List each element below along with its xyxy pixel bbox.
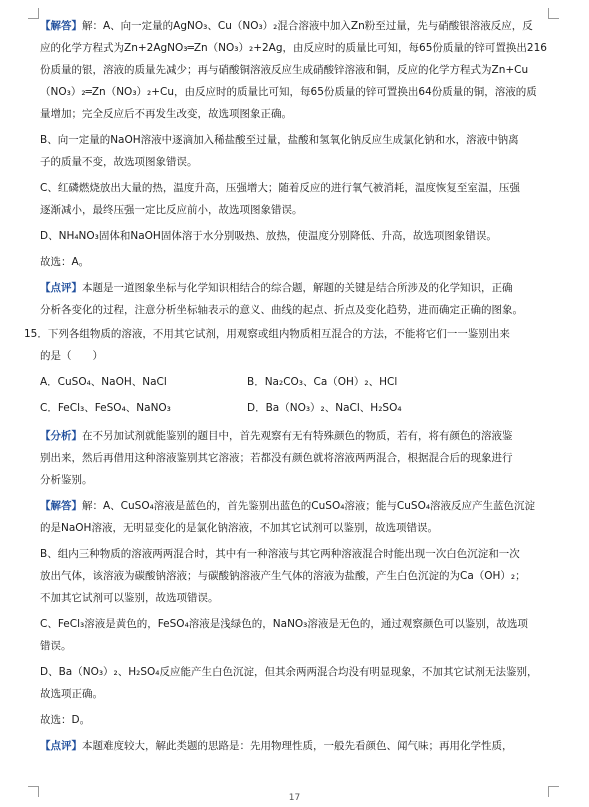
text-line [0,254,589,271]
text-line [0,568,589,585]
line-text: D、NH₄NO₃固体和NaOH固体溶于水分别吸热、放热，使温度分别降低、升高，故选项图象错误。 [40,230,497,242]
text-line [0,40,589,57]
text-line [0,686,589,703]
text-line [0,348,589,365]
text-line [0,616,589,633]
text-line [0,132,589,149]
line-text: D、Ba（NO₃）₂、H₂SO₄反应能产生白色沉淀，但其余两两混合均没有明显现象，不加其它试剂无法鉴别， [40,666,538,678]
line-text: 应的化学方程式为Zn+2AgNO₃═Zn（NO₃）₂+2Ag，由反应时的质量比可知，每65份质量的锌可置换出216 [40,42,547,54]
line-text: 本题是一道图象坐标与化学知识相结合的综合题，解题的关键是结合所涉及的化学知识，正确 [82,282,513,294]
line-text: 逐渐减小，最终压强一定比反应前小，故选项图象错误。 [40,204,303,216]
text-line [0,428,589,445]
line-text: 量增加；完全反应后不再发生改变，故选项图象正确。 [40,108,292,120]
line-text: 在不另加试剂就能鉴别的题目中，首先观察有无有特殊颜色的物质，若有，将有颜色的溶液鉴 [82,430,513,442]
option-text: B．Na₂CO₃、Ca（OH）₂、HCl [247,376,398,388]
page-number: 17 [288,793,301,803]
line-text: C．FeCl₃、FeSO₄、NaNO₃ [40,402,171,414]
line-text: 的是（ ） [40,350,103,362]
text-line [0,520,589,537]
text-line [0,180,589,197]
line-text: C、红磷燃烧放出大量的热，温度升高，压强增大；随着反应的进行氧气被消耗，温度恢复至室温，压强 [40,182,520,194]
line-text: 解：A、CuSO₄溶液是蓝色的，首先鉴别出蓝色的CuSO₄溶液；能与CuSO₄溶液反应产生蓝色沉淀 [82,500,536,512]
line-text: 别出来，然后再借用这种溶液鉴别其它溶液；若都没有颜色就将溶液两两混合，根据混合后的现象进行 [40,452,513,464]
line-text: 故选：A。 [40,256,90,268]
line-text: 不加其它试剂可以鉴别，故选项错误。 [40,592,219,604]
line-text: 15．下列各组物质的溶液，不用其它试剂，用观察或组内物质相互混合的方法，不能将它们一一鉴别出来 [24,328,510,340]
line-text: 的是NaOH溶液，无明显变化的是氯化钠溶液，不加其它试剂可以鉴别，故选项错误。 [40,522,438,534]
text-line [0,202,589,219]
text-line [0,154,589,171]
line-text: 放出气体，该溶液为碳酸钠溶液；与碳酸钠溶液产生气体的溶液为盐酸，产生白色沉淀的为Ca（OH）₂； [40,570,526,582]
text-line [0,590,589,607]
option-text: D．Ba（NO₃）₂、NaCl、H₂SO₄ [247,402,402,414]
text-line [0,374,589,391]
line-text: 分析鉴别。 [40,474,93,486]
section-tag: 【分析】 [40,430,82,442]
text-line [0,738,589,755]
line-text: A．CuSO₄、NaOH、NaCl [40,376,167,388]
line-text: 份质量的银，溶液的质量先减少；再与硝酸铜溶液反应生成硝酸锌溶液和铜，反应的化学方程式为Zn+Cu [40,64,529,76]
text-line [0,62,589,79]
text-line [0,546,589,563]
text-line [0,302,589,319]
text-line [0,400,589,417]
text-line [0,472,589,489]
text-line [0,106,589,123]
text-line [0,326,589,343]
section-tag: 【点评】 [40,740,82,752]
line-text: B、组内三种物质的溶液两两混合时，其中有一种溶液与其它两种溶液混合时能出现一次白色沉淀和一次 [40,548,520,560]
text-line [0,84,589,101]
section-tag: 【点评】 [40,282,82,294]
line-text: 分析各变化的过程，注意分析坐标轴表示的意义、曲线的起点、折点及变化趋势，进而确定正确的图象。 [40,304,523,316]
text-line [0,498,589,515]
section-tag: 【解答】 [40,500,82,512]
text-line [0,18,589,35]
line-text: C、FeCl₃溶液是黄色的，FeSO₄溶液是浅绿色的，NaNO₃溶液是无色的，通过观察颜色可以鉴别，故选项 [40,618,528,630]
line-text: 本题难度较大，解此类题的思路是：先用物理性质，一般先看颜色、闻气味；再用化学性质， [82,740,513,752]
line-text: （NO₃）₂═Zn（NO₃）₂+Cu，由反应时的质量比可知，每65份质量的锌可置换出64份质量的铜，溶液的质 [40,86,537,98]
text-line [0,280,589,297]
section-tag: 【解答】 [40,20,82,32]
line-text: 子的质量不变，故选项图象错误。 [40,156,198,168]
text-line [0,664,589,681]
line-text: B、向一定量的NaOH溶液中逐滴加入稀盐酸至过量，盐酸和氢氧化钠反应生成氯化钠和水，溶液中钠离 [40,134,519,146]
line-text: 错误。 [40,640,72,652]
text-line [0,712,589,729]
text-line [0,638,589,655]
text-line [0,450,589,467]
line-text: 故选：D。 [40,714,91,726]
line-text: 解：A、向一定量的AgNO₃、Cu（NO₃）₂混合溶液中加入Zn粉至过量，先与硝酸银溶液反应，反 [82,20,533,32]
text-line [0,228,589,245]
line-text: 故选项正确。 [40,688,103,700]
